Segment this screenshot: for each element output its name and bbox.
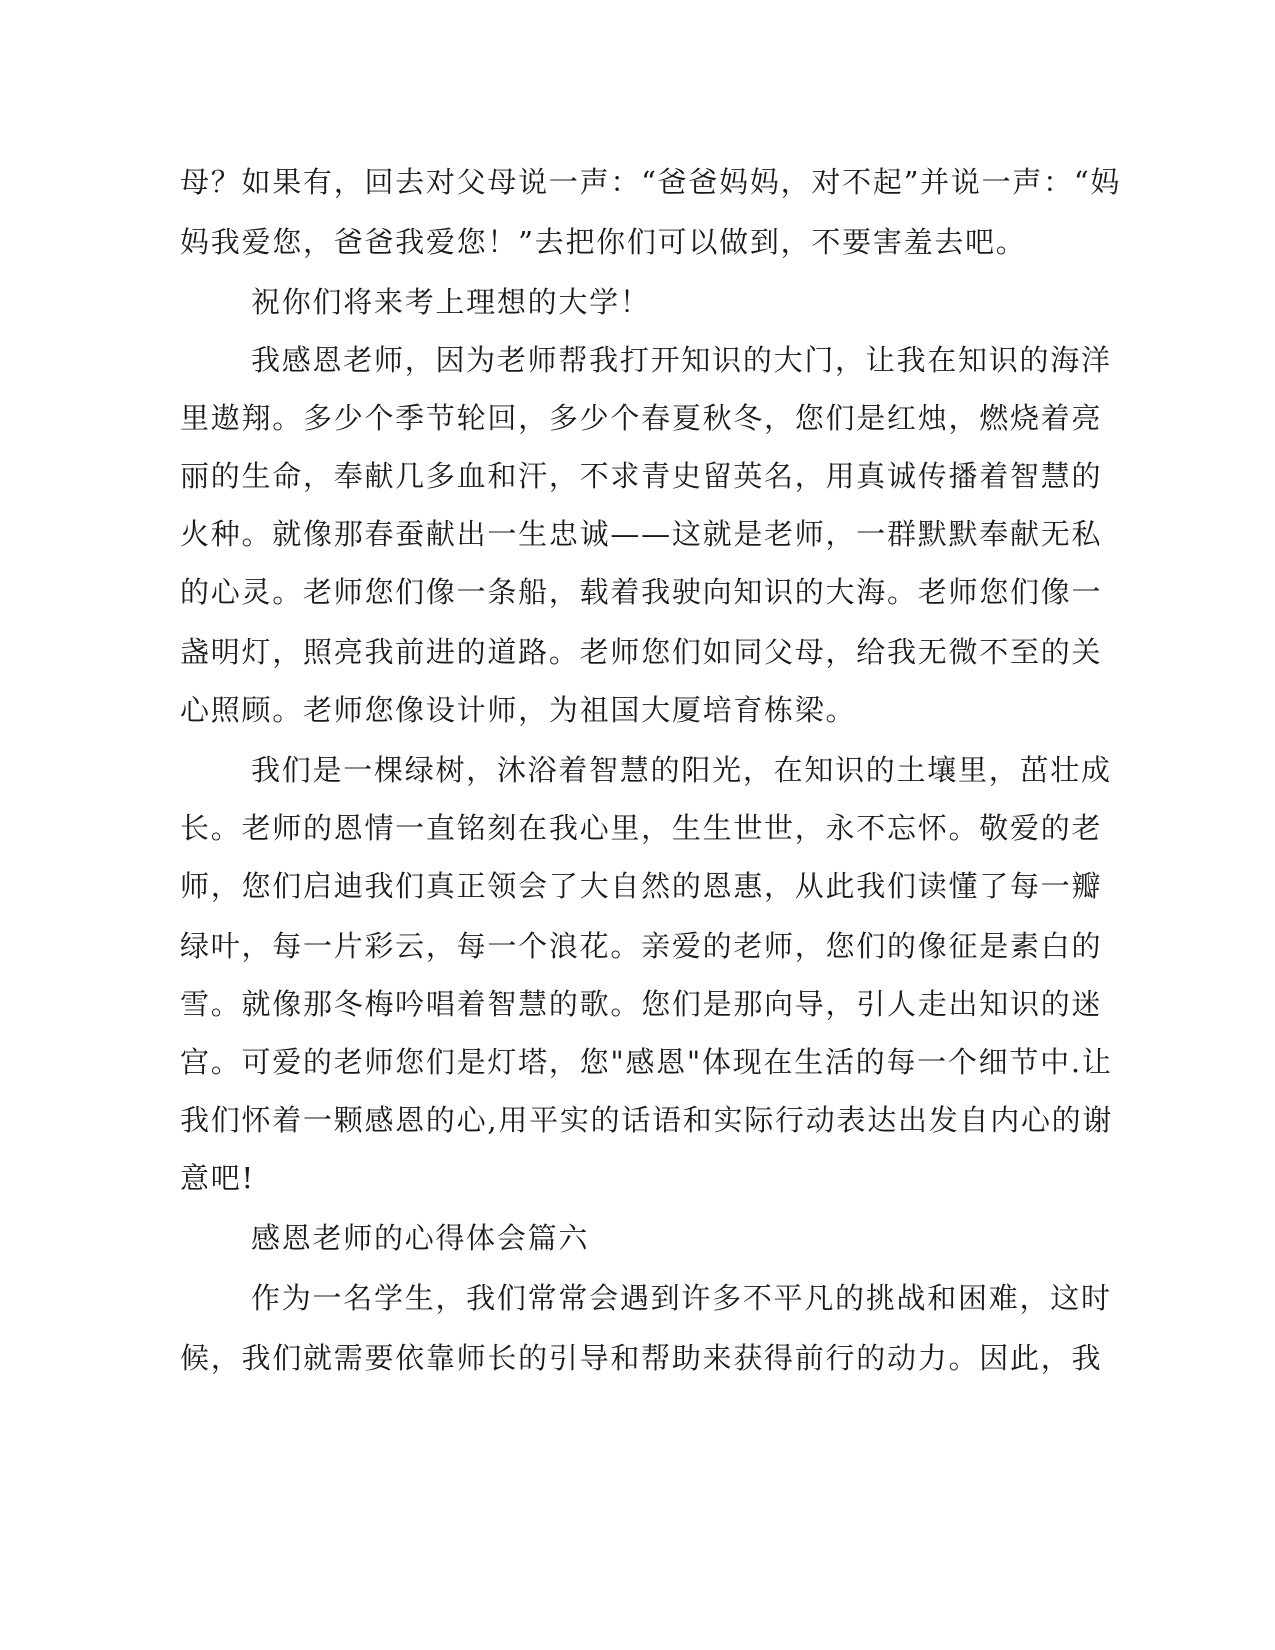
text-line: 我们是一棵绿树，沐浴着智慧的阳光，在知识的土壤里，茁壮成	[251, 753, 1112, 787]
text-line: 丽的生命，奉献几多血和汗，不求青史留英名，用真诚传播着智慧的	[180, 459, 1103, 493]
text-line: 雪。就像那冬梅吟唱着智慧的歌。您们是那向导，引人走出知识的迷	[180, 987, 1103, 1021]
text-line: 的心灵。老师您们像一条船，载着我驶向知识的大海。老师您们像一	[180, 575, 1103, 609]
text-line: 绿叶，每一片彩云，每一个浪花。亲爱的老师，您们的像征是素白的	[180, 929, 1103, 963]
text-line: 盏明灯，照亮我前进的道路。老师您们如同父母，给我无微不至的关	[180, 635, 1103, 669]
text-line: 心照顾。老师您像设计师，为祖国大厦培育栋梁。	[180, 693, 857, 727]
text-line: 妈我爱您，爸爸我爱您！”去把你们可以做到，不要害羞去吧。	[180, 225, 1027, 259]
text-line: 候，我们就需要依靠师长的引导和帮助来获得前行的动力。因此，我	[180, 1341, 1103, 1375]
text-line: 我们怀着一颗感恩的心,用平实的话语和实际行动表达出发自内心的谢	[180, 1103, 1114, 1137]
text-line: 意吧!	[180, 1161, 255, 1195]
text-line: 我感恩老师，因为老师帮我打开知识的大门，让我在知识的海洋	[251, 343, 1112, 377]
section-heading: 感恩老师的心得体会篇六	[251, 1221, 590, 1255]
text-line: 作为一名学生，我们常常会遇到许多不平凡的挑战和困难，这时	[251, 1281, 1112, 1315]
text-line: 师，您们启迪我们真正领会了大自然的恩惠，从此我们读懂了每一瓣	[180, 869, 1103, 903]
text-line: 里遨翔。多少个季节轮回，多少个春夏秋冬，您们是红烛，燃烧着亮	[180, 401, 1103, 435]
text-line: 母？如果有，回去对父母说一声：“爸爸妈妈，对不起”并说一声：“妈	[180, 165, 1122, 199]
text-line: 祝你们将来考上理想的大学！	[251, 285, 651, 319]
text-line: 火种。就像那春蚕献出一生忠诚——这就是老师，一群默默奉献无私	[180, 517, 1103, 551]
text-line: 长。老师的恩情一直铭刻在我心里，生生世世，永不忘怀。敬爱的老	[180, 811, 1103, 845]
text-line: 宫。可爱的老师您们是灯塔，您"感恩"体现在生活的每一个细节中.让	[180, 1045, 1113, 1079]
